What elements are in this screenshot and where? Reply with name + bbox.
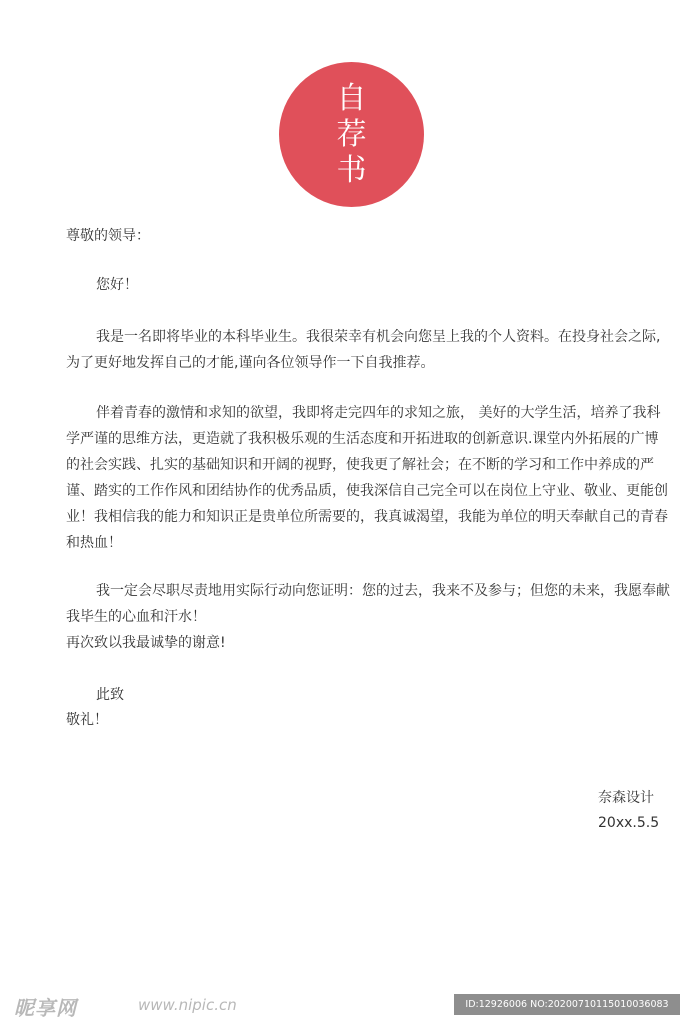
- paragraph-promise: 我一定会尽职尽责地用实际行动向您证明：您的过去，我来不及参与；但您的未来，我愿奉献我毕生的心血和汗水！: [66, 583, 670, 625]
- closing-line-1: 此致: [96, 687, 124, 703]
- salutation: 尊敬的领导：: [66, 228, 150, 244]
- signature-date: 20xx.5.5: [598, 815, 660, 831]
- paragraph-body: 伴着青春的激情和求知的欲望，我即将走完四年的求知之旅， 美好的大学生活，培养了我科学严谨的思维方法，更造就了我积极乐观的生活态度和开拓进取的创新意识.课堂内外拓展的广博的社会实践、扎实的基础知识和开阔的视野，使我更了解社会；在不断的学习和工作中养成的严谨、踏实的工作作风和团结协作的优秀品质，使我深信自己完全可以在岗位上守业、敬业、更能创业！我相信我的能力和知识正是贵单位所需要的，我真诚渴望，我能为单位的明天奉献自己的青春和热血！: [66, 405, 668, 551]
- image-id-banner: ID:12926006 NO:20200710115010036083: [454, 994, 680, 1015]
- title-char-1: 自: [336, 80, 367, 116]
- greeting: 您好！: [96, 277, 138, 293]
- title-char-3: 书: [336, 152, 367, 188]
- watermark-url: www.nipic.cn: [138, 996, 237, 1014]
- title-char-2: 荐: [336, 116, 367, 152]
- signature: 奈森设计: [598, 790, 654, 806]
- paragraph-intro: 我是一名即将毕业的本科毕业生。我很荣幸有机会向您呈上我的个人资料。在投身社会之际,为了更好地发挥自己的才能,谨向各位领导作一下自我推荐。: [66, 329, 661, 371]
- paragraph-thanks: 再次致以我最诚挚的谢意!: [66, 635, 226, 651]
- title-badge: [279, 62, 424, 207]
- watermark-logo: 昵享网: [14, 996, 77, 1020]
- closing-line-2: 敬礼！: [66, 712, 108, 728]
